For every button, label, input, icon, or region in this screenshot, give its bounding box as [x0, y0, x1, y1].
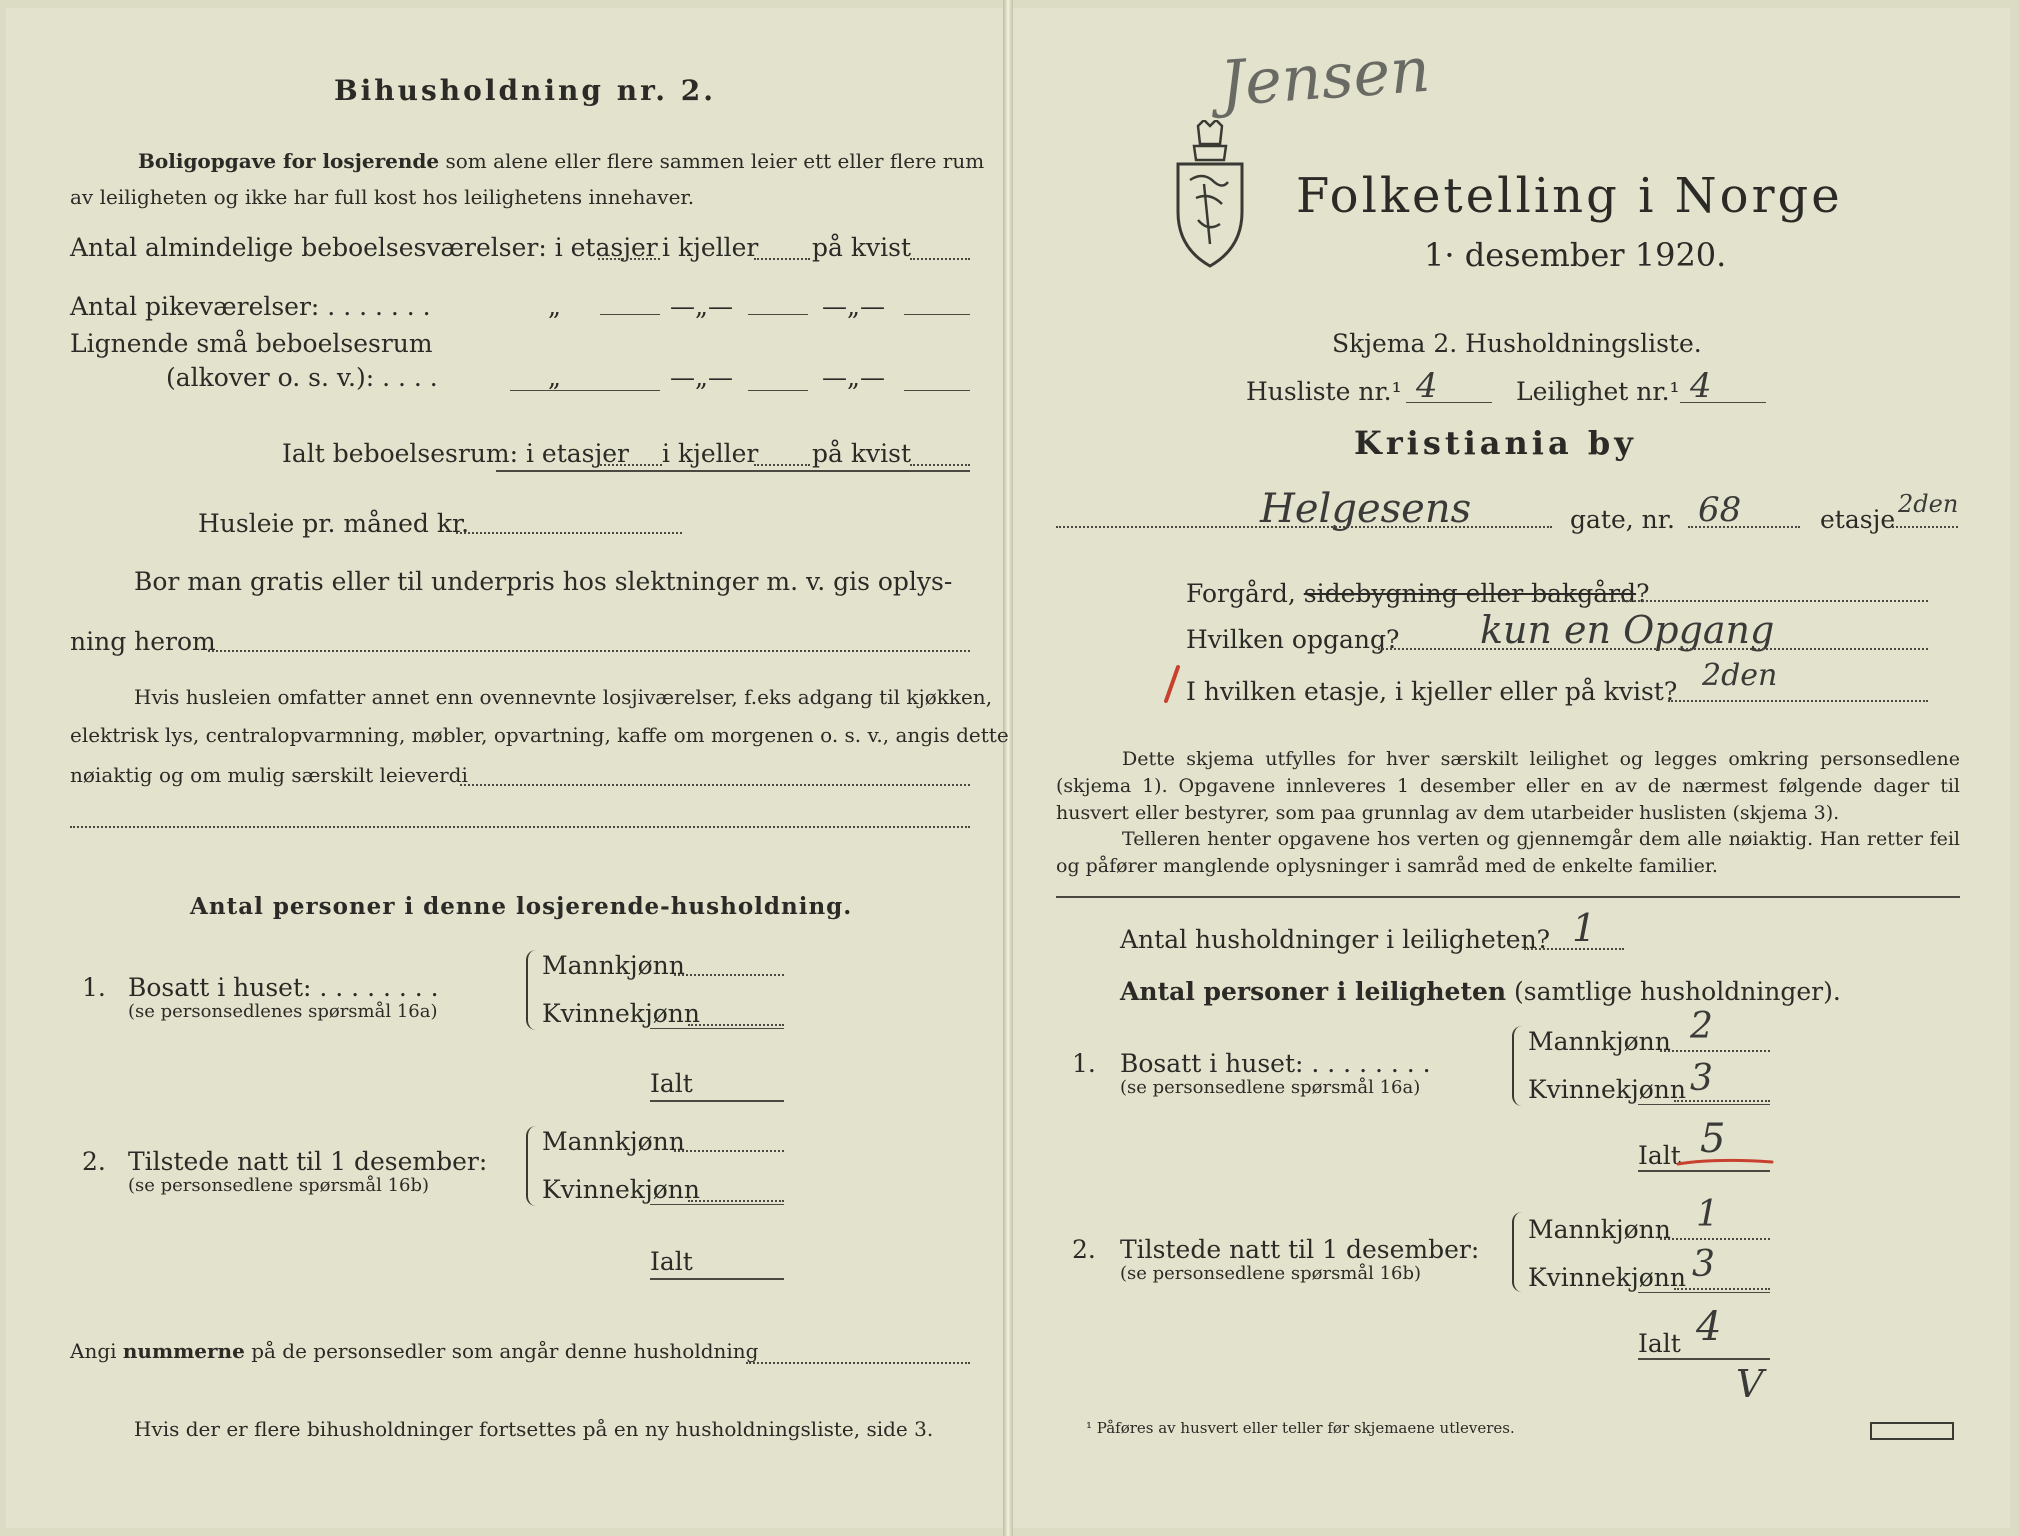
- left-q2-mann-line: [674, 1150, 784, 1152]
- red-mark-icon: [1160, 664, 1184, 704]
- forgard-label: Forgård,: [1186, 579, 1296, 608]
- left-q2-ialt-line: [650, 1278, 784, 1280]
- pike-ditto-3: —„—: [822, 292, 885, 321]
- left-q2-mann-label: Mannkjønn: [542, 1127, 685, 1156]
- left-q1-brace: [526, 950, 538, 1030]
- ialt-kjeller-line: [754, 464, 810, 466]
- pike-line-1: [600, 314, 660, 315]
- husleie-line: [456, 532, 682, 534]
- gratis-line-2: ning herom: [70, 627, 216, 656]
- section-divider: [1056, 896, 1960, 898]
- forgard-fill-line: [1614, 600, 1928, 602]
- etasje-value: 2den: [1898, 490, 1959, 518]
- etasje-line: [1892, 526, 1958, 528]
- intro-line-2: av leiligheten og ikke har full kost hos leilighetens innehaver.: [70, 185, 695, 209]
- gate-nr-value: 68: [1698, 490, 1742, 530]
- left-q1-kvinne-label: Kvinnekjønn: [542, 999, 700, 1028]
- right-q2-brace: [1512, 1212, 1524, 1292]
- left-q1-sub: (se personsedlenes spørsmål 16a): [128, 1001, 438, 1022]
- right-q1-label: Bosatt i huset: . . . . . . . .: [1120, 1049, 1431, 1078]
- leilighet-value: 4: [1690, 366, 1712, 406]
- angi-line: [70, 1340, 758, 1362]
- gate-nr-line: [1688, 526, 1800, 528]
- signature: Jensen: [1217, 32, 1433, 121]
- hvis-line-1: Hvis husleien omfatter annet enn ovennevnte losjiværelser, f.eks adgang til kjøkken,: [134, 685, 993, 709]
- left-q1-ialt-line: [650, 1100, 784, 1102]
- households-value: 1: [1572, 906, 1597, 950]
- leieverdi-line: [460, 784, 970, 786]
- rooms-label: Antal almindelige beboelsesværelser: i etasjer: [70, 233, 658, 262]
- checkmark: V: [1736, 1362, 1764, 1406]
- left-q2-kvinne-label: Kvinnekjønn: [542, 1175, 700, 1204]
- etasje-question-value: 2den: [1702, 658, 1778, 693]
- households-line: [1524, 948, 1624, 950]
- rooms-etasjer-line: [598, 258, 660, 260]
- left-q1-label: Bosatt i huset: . . . . . . . .: [128, 973, 439, 1002]
- right-q1-ialt-value: 5: [1700, 1116, 1726, 1162]
- lignende-line-2: [748, 390, 808, 391]
- etasje-question: I hvilken etasje, i kjeller eller på kvist?: [1186, 677, 1678, 706]
- lignende-ditto-2: —„—: [670, 363, 733, 392]
- right-q1-kvinne-label: Kvinnekjønn: [1528, 1075, 1686, 1104]
- left-q1-sum-line: [650, 1028, 784, 1029]
- lignende-label-1: Lignende små beboelsesrum: [70, 329, 433, 358]
- persons-bold: Antal personer i leiligheten: [1120, 977, 1507, 1006]
- left-q1-num: 1.: [82, 973, 106, 1002]
- extra-line: [70, 826, 970, 828]
- pike-line-3: [904, 314, 970, 315]
- households-label: Antal husholdninger i leiligheten?: [1120, 925, 1551, 954]
- left-footer: Hvis der er flere bihusholdninger fortsettes på en ny husholdningsliste, side 3.: [134, 1417, 934, 1441]
- pike-label: Antal pikeværelser: . . . . . . .: [70, 292, 431, 321]
- husliste-value: 4: [1416, 366, 1438, 406]
- right-q1-sum-line: [1638, 1104, 1770, 1105]
- lignende-ditto-1: „: [548, 363, 561, 392]
- angi-prefix: Angi: [70, 1339, 117, 1363]
- right-q2-ialt-value: 4: [1696, 1304, 1722, 1350]
- right-q2-mann-line: [1660, 1238, 1770, 1240]
- lignende-label-2: (alkover o. s. v.): . . . .: [166, 363, 438, 392]
- rooms-kvist-label: på kvist: [812, 233, 911, 262]
- left-q1-kvinne-line: [688, 1024, 784, 1026]
- left-q1-mann-line: [674, 974, 784, 976]
- left-q1-ialt-label: Ialt: [650, 1069, 693, 1098]
- etasje-question-line: [1668, 700, 1928, 702]
- opgang-value: kun en Opgang: [1480, 608, 1775, 652]
- forgard-line: [1186, 580, 1649, 608]
- intro-rest: som alene eller flere sammen leier ett eller flere rum: [445, 149, 985, 173]
- left-q2-ialt-label: Ialt: [650, 1247, 693, 1276]
- leilighet-label: Leilighet nr.¹: [1516, 377, 1680, 406]
- pike-ditto-2: —„—: [670, 292, 733, 321]
- right-q1-ialt-label: Ialt: [1638, 1141, 1681, 1170]
- etasje-label: etasje: [1820, 505, 1896, 534]
- red-underline-icon: [1676, 1150, 1776, 1170]
- page-fold: [1003, 0, 1013, 1536]
- right-q2-kvinne-line: [1674, 1288, 1770, 1290]
- hvis-line-3: nøiaktig og om mulig særskilt leieverdi: [70, 763, 468, 787]
- lignende-line-3: [904, 390, 970, 391]
- angi-bold: nummerne: [122, 1339, 245, 1363]
- ialt-rooms-label: Ialt beboelsesrum: i etasjer: [282, 439, 630, 468]
- intro-bold: Boligopgave for losjerende: [138, 149, 440, 173]
- instructions-2: Telleren henter opgavene hos verten og gjennemgår dem alle nøiaktig. Han retter feil og påfører manglende oplysninger i samråd med de enkelte familier.: [1056, 828, 1960, 877]
- pike-ditto-1: „: [548, 292, 561, 321]
- right-q1-kvinne-value: 3: [1690, 1058, 1713, 1099]
- right-q2-kvinne-value: 3: [1692, 1244, 1715, 1285]
- husleie-label: Husleie pr. måned kr.: [198, 509, 470, 538]
- right-q1-brace: [1512, 1026, 1524, 1106]
- printer-stamp-icon: [1870, 1422, 1954, 1440]
- rooms-kjeller-label: i kjeller: [662, 233, 759, 262]
- opgang-label: Hvilken opgang?: [1186, 625, 1400, 654]
- right-q1-mann-value: 2: [1690, 1006, 1713, 1047]
- right-persons-heading: [1120, 978, 1841, 1006]
- ialt-kjeller-label: i kjeller: [662, 439, 759, 468]
- right-q1-num: 1.: [1072, 1049, 1096, 1078]
- right-q1-mann-label: Mannkjønn: [1528, 1027, 1671, 1056]
- left-q1-mann-label: Mannkjønn: [542, 951, 685, 980]
- left-q2-sum-line: [650, 1204, 784, 1205]
- left-title: Bihusholdning nr. 2.: [334, 74, 716, 107]
- husliste-label: Husliste nr.¹: [1246, 377, 1402, 406]
- street-line: [1056, 526, 1552, 528]
- right-q1-sub: (se personsedlene spørsmål 16a): [1120, 1077, 1421, 1098]
- angi-rest: på de personsedler som angår denne husholdning: [251, 1339, 759, 1363]
- left-q2-sub: (se personsedlene spørsmål 16b): [128, 1175, 430, 1196]
- left-q2-num: 2.: [82, 1147, 106, 1176]
- leilighet-line: [1680, 402, 1766, 403]
- gratis-line-1: Bor man gratis eller til underpris hos slektninger m. v. gis oplys-: [134, 567, 953, 596]
- ialt-etasjer-line: [600, 464, 662, 466]
- husliste-line: [1406, 402, 1492, 403]
- forgard-struck: sidebygning eller bakgård: [1303, 579, 1637, 608]
- hvis-line-2: elektrisk lys, centralopvarmning, møbler, opvartning, kaffe om morgenen o. s. v., angis dette: [70, 723, 1009, 747]
- rooms-kvist-line: [910, 258, 970, 260]
- schema-label: Skjema 2. Husholdningsliste.: [1332, 329, 1702, 358]
- rooms-kjeller-line: [754, 258, 810, 260]
- street-value: Helgesens: [1260, 486, 1472, 532]
- census-date: 1· desember 1920.: [1424, 236, 1727, 274]
- right-q1-ialt-line: [1638, 1170, 1770, 1172]
- coat-of-arms-icon: [1170, 120, 1250, 270]
- right-title: Folketelling i Norge: [1296, 168, 1843, 224]
- intro-line-1: [138, 150, 984, 172]
- left-q2-brace: [526, 1126, 538, 1206]
- gratis-line: [208, 650, 970, 652]
- persons-rest: (samtlige husholdninger).: [1514, 977, 1841, 1006]
- pike-line-2: [748, 314, 808, 315]
- ialt-underline: [496, 470, 970, 472]
- right-q2-sub: (se personsedlene spørsmål 16b): [1120, 1263, 1422, 1284]
- right-q2-mann-label: Mannkjønn: [1528, 1215, 1671, 1244]
- instructions-1: Dette skjema utfylles for hver særskilt leilighet og legges omkring personsedlene (skjema 1). Opgavene innleveres 1 desember eller en av de nærmest følgende dager til husvert eller bestyrer, som paa grunnlag av dem utarbeider huslisten (skjema 3).: [1056, 748, 1960, 824]
- forgard-question: ?: [1636, 579, 1650, 608]
- right-q1-kvinne-line: [1674, 1100, 1770, 1102]
- right-q2-kvinne-label: Kvinnekjønn: [1528, 1263, 1686, 1292]
- opgang-line: [1378, 648, 1928, 650]
- left-q2-kvinne-line: [688, 1200, 784, 1202]
- right-q2-label: Tilstede natt til 1 desember:: [1120, 1235, 1480, 1264]
- left-persons-heading: Antal personer i denne losjerende-husholdning.: [190, 893, 853, 920]
- ialt-kvist-line: [910, 464, 970, 466]
- lignende-ditto-3: —„—: [822, 363, 885, 392]
- right-q1-mann-line: [1660, 1050, 1770, 1052]
- right-q2-num: 2.: [1072, 1235, 1096, 1264]
- gate-label: gate, nr.: [1570, 505, 1675, 534]
- right-q2-mann-value: 1: [1696, 1194, 1719, 1235]
- lignende-line-1: [510, 390, 660, 391]
- left-q2-label: Tilstede natt til 1 desember:: [128, 1147, 488, 1176]
- ialt-kvist-label: på kvist: [812, 439, 911, 468]
- city-name: Kristiania by: [1354, 424, 1637, 462]
- right-q2-sum-line: [1638, 1292, 1770, 1293]
- right-q2-ialt-line: [1638, 1358, 1770, 1360]
- right-q2-ialt-label: Ialt: [1638, 1329, 1681, 1358]
- angi-line-fill: [746, 1362, 970, 1364]
- footnote: ¹ Påføres av husvert eller teller før skjemaene utleveres.: [1086, 1419, 1515, 1437]
